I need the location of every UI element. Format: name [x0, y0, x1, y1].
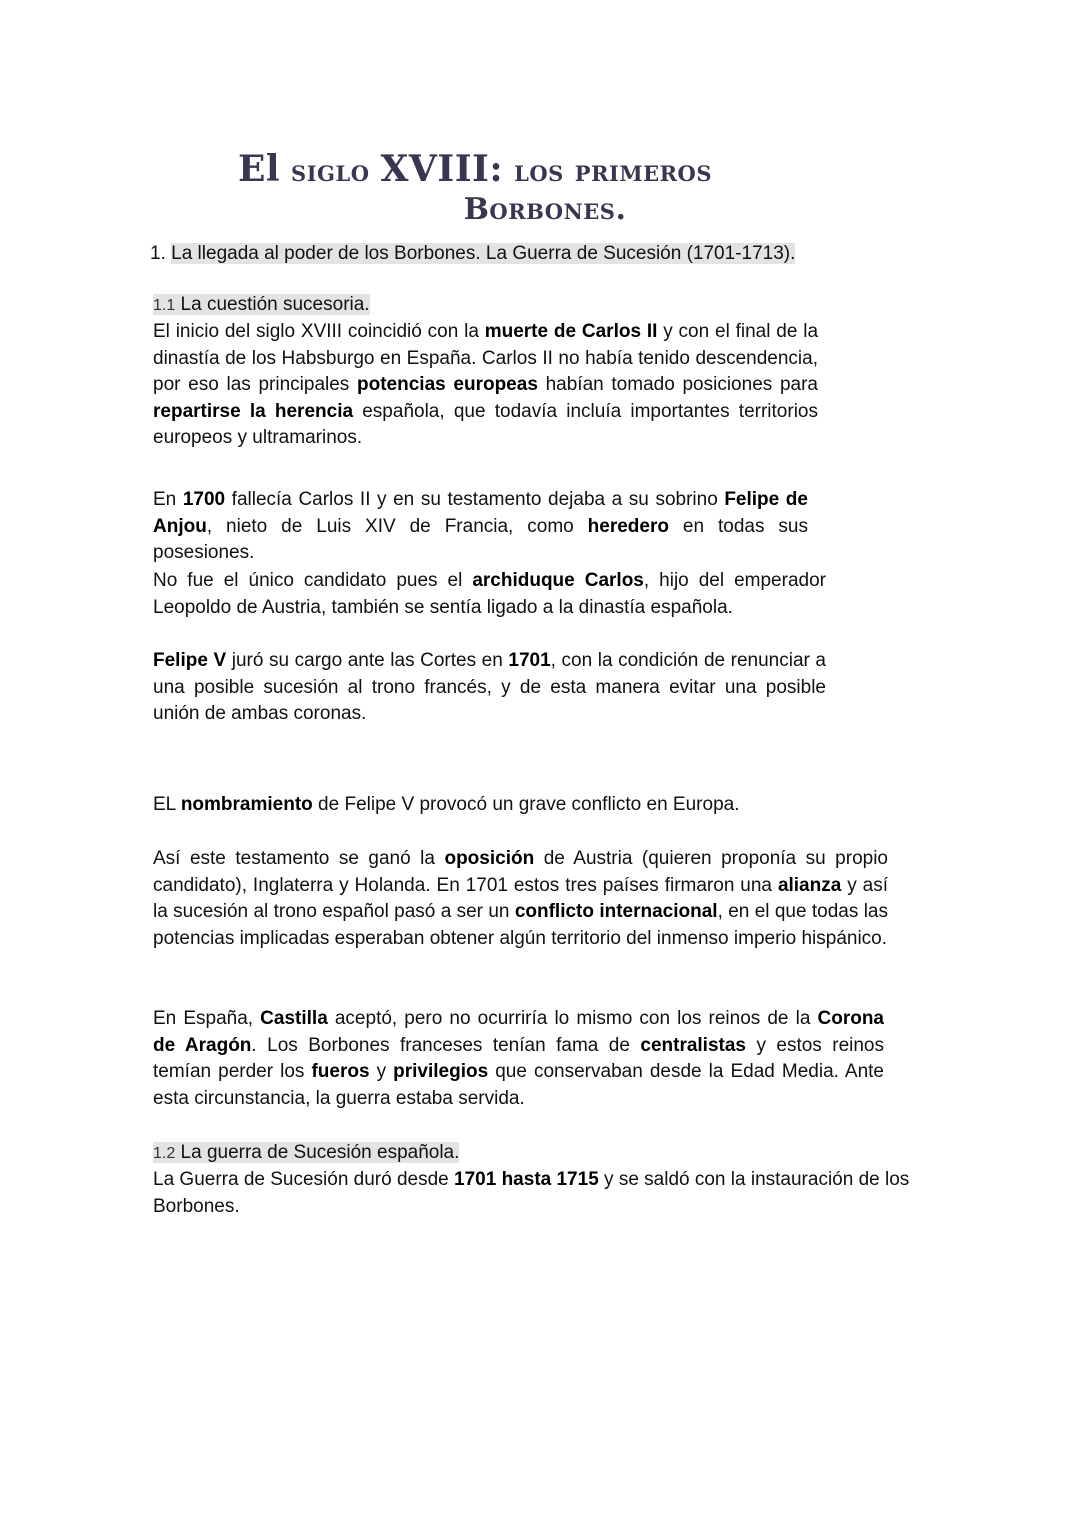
paragraph-5: EL nombramiento de Felipe V provocó un grave conflicto en Europa. [153, 794, 740, 815]
title-line2: Borbones. [463, 192, 627, 227]
paragraph-3: No fue el único candidato pues el archiduque Carlos, hijo del emperador Leopoldo de Austria, también se sentía ligado a la dinastía española. [153, 570, 826, 618]
title-end: los primeros [514, 154, 713, 189]
paragraph-8: La Guerra de Sucesión duró desde 1701 hasta 1715 y se saldó con la instauración de los Borbones. [153, 1169, 910, 1217]
sub12-title: La guerra de Sucesión española. [180, 1142, 460, 1163]
section1-heading [150, 241, 850, 268]
section1-title: La llegada al poder de los Borbones. La Guerra de Sucesión (1701-1713). [171, 243, 796, 264]
sub11-heading [153, 292, 393, 320]
sub11-number: 1.1 [153, 297, 176, 314]
sub12-heading [153, 1140, 483, 1168]
paragraph-7: En España, Castilla aceptó, pero no ocurriría lo mismo con los reinos de la Corona de Aragón. Los Borbones franceses tenían fama de centralistas y estos reinos temían perder los fueros y privilegios que conservaban desde la Edad Media. Ante esta circunstancia, la guerra estaba servida. [153, 1008, 885, 1109]
sub11-title: La cuestión sucesoria. [180, 294, 370, 315]
title-first-word: El [237, 148, 281, 190]
title-roman: XVIII: [380, 148, 504, 190]
page-title [0, 150, 950, 229]
paragraph-2: En 1700 fallecía Carlos II y en su testamento dejaba a su sobrino Felipe de Anjou, nieto de Luis XIV de Francia, como heredero en todas sus posesiones. [153, 489, 808, 564]
sub12-number: 1.2 [153, 1145, 176, 1162]
section1-number: 1. [150, 243, 166, 264]
title-word-siglo: siglo [291, 154, 370, 189]
paragraph-6: Así este testamento se ganó la oposición de Austria (quieren proponía su propio candidato), Inglaterra y Holanda. En 1701 estos tres países firmaron una alianza y así la sucesión al trono español pasó a ser un conflicto internacional, en el que todas las potencias implicadas esperaban obtener algún territorio del inmenso imperio hispánico. [153, 848, 889, 949]
paragraph-1: El inicio del siglo XVIII coincidió con la muerte de Carlos II y con el final de la dinastía de los Habsburgo en España. Carlos II no había tenido descendencia, por eso las principales potencias europeas habían tomado posiciones para repartirse la herencia española, que todavía incluía importantes territorios europeos y ultramarinos. [153, 321, 819, 449]
paragraph-4: Felipe V juró su cargo ante las Cortes en 1701, con la condición de renunciar a una posible sucesión al trono francés, y de esta manera evitar una posible unión de ambas coronas. [153, 650, 827, 725]
